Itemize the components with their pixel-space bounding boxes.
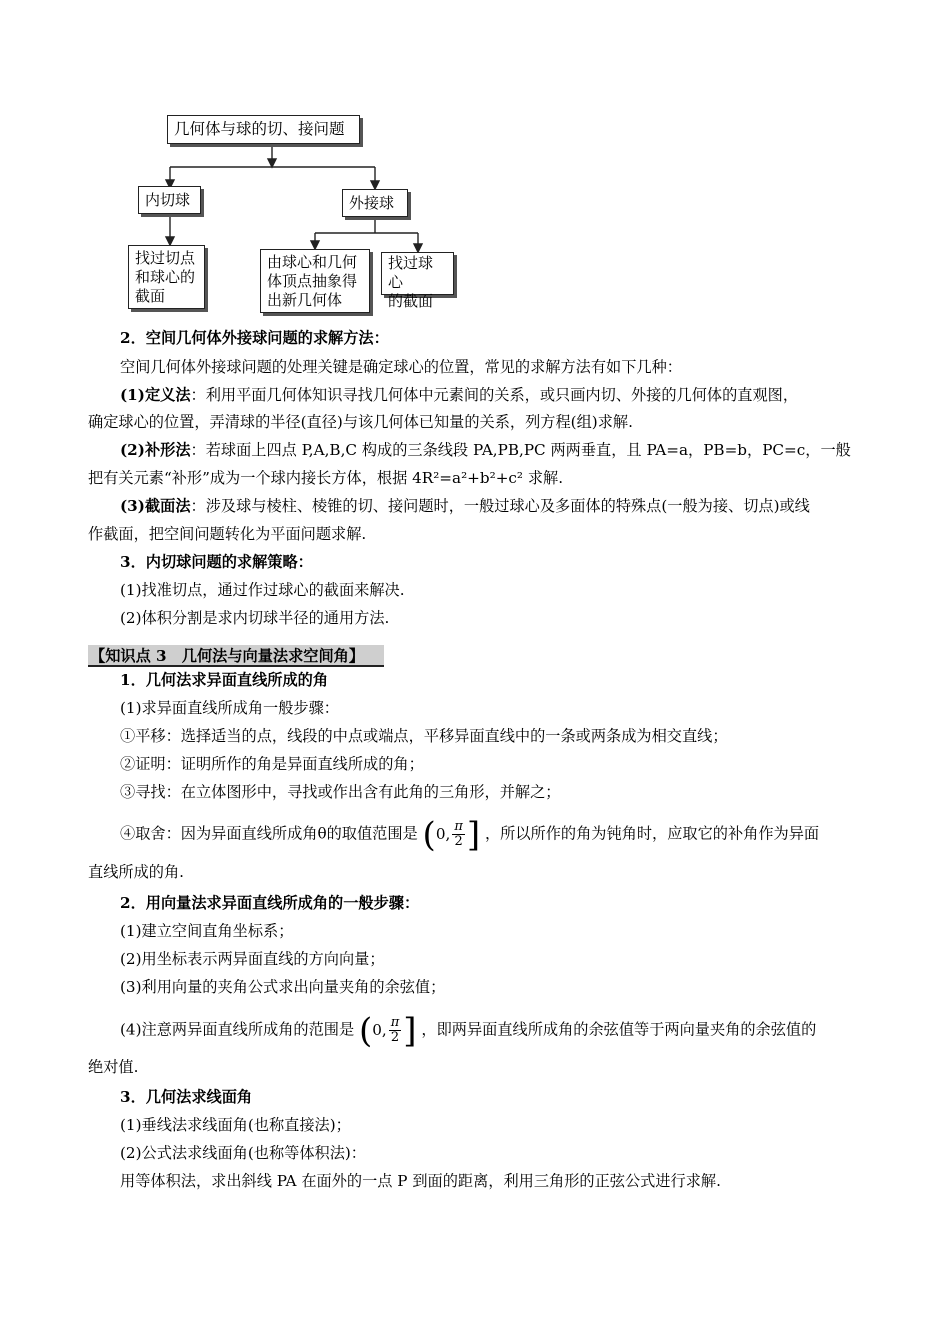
flowchart-inscribed-sphere: 内切球 <box>138 186 201 214</box>
method-definition <box>120 385 798 405</box>
heading-line-plane-angle: 3．几何法求线面角 <box>120 1088 253 1106</box>
flowchart-root: 几何体与球的切、接问题 <box>167 115 360 144</box>
leaf2-line2: 体顶点抽象得 <box>267 272 358 290</box>
method-section-text: ：涉及球与棱柱、棱锥的切、接问题时，一般过球心及多面体的特殊点(一般为接、切点)或线 <box>190 497 810 515</box>
skew-step-prove: ②证明：证明所作的角是异面直线所成的角； <box>120 755 424 773</box>
interval-close: ] <box>466 814 481 855</box>
method-complement <box>120 440 851 460</box>
method-definition-text: ：利用平面几何体知识寻找几何体中元素间的关系，或只画内切、外接的几何体的直观图， <box>190 386 799 404</box>
vector-step4-post: ，即两异面直线所成角的余弦值等于两向量夹角的余弦值的 <box>421 1020 817 1039</box>
interval-open: ( <box>422 814 436 855</box>
interval2-left: 0, <box>372 1020 387 1039</box>
skew-step-translate: ①平移：选择适当的点，线段的中点或端点，平移异面直线中的一条或两条成为相交直线； <box>120 727 728 745</box>
heading-geometric-skew-angle: 1．几何法求异面直线所成的角 <box>120 671 329 689</box>
line-plane-method-1: (1)垂线法求线面角(也称直接法)； <box>120 1116 351 1134</box>
vector-step-3: (3)利用向量的夹角公式求出向量夹角的余弦值； <box>120 978 446 996</box>
frac-num: π <box>454 819 463 834</box>
vector-step-1: (1)建立空间直角坐标系； <box>120 922 294 940</box>
paragraph-key: 空间几何体外接球问题的处理关键是确定球心的位置，常见的求解方法有如下几种： <box>120 358 682 376</box>
interval-left: 0, <box>435 824 451 843</box>
method-section-label: (3)截面法 <box>120 497 191 515</box>
skew-step-choose <box>120 814 820 855</box>
skew-steps-intro: (1)求异面直线所成角一般步骤： <box>120 699 339 717</box>
skew-choose-pre: ④取舍：因为异面直线所成角θ的取值范围是 <box>120 824 418 843</box>
leaf1-line2: 和球心的 <box>135 268 196 286</box>
leaf3-line2: 的截面 <box>388 292 434 310</box>
leaf2-line1: 由球心和几何 <box>267 253 358 271</box>
method-definition-label: (1)定义法 <box>120 386 191 404</box>
method-section <box>120 496 810 516</box>
skew-step-find: ③寻找：在立体图形中，寻找或作出含有此角的三角形，并解之； <box>120 783 561 801</box>
flowchart-leaf-tangent-section <box>128 245 205 309</box>
method-section-cont: 作截面，把空间问题转化为平面问题求解. <box>88 525 367 543</box>
vector-step-2: (2)用坐标表示两异面直线的方向向量； <box>120 950 385 968</box>
flowchart-circumscribed-sphere: 外接球 <box>342 189 408 217</box>
pi-over-2-second <box>389 1016 402 1045</box>
leaf1-line3: 截面 <box>135 287 166 305</box>
skew-choose-cont: 直线所成的角. <box>88 863 184 881</box>
line-plane-equal-volume: 用等体积法，求出斜线 PA 在面外的一点 P 到面的距离，利用三角形的正弦公式进行求解. <box>120 1172 721 1190</box>
method-definition-cont: 确定球心的位置，弄清球的半径(直径)与该几何体已知量的关系，列方程(组)求解. <box>88 413 633 431</box>
vector-step-4 <box>120 1010 817 1051</box>
method-complement-cont: 把有关元素“补形”成为一个球内接长方体，根据 4R²=a²+b²+c² 求解. <box>88 469 564 487</box>
interval-formula-1 <box>422 814 485 855</box>
heading-vector-skew-angle: 2．用向量法求异面直线所成角的一般步骤： <box>120 894 420 912</box>
pi-over-2 <box>452 820 465 849</box>
line-plane-method-2: (2)公式法求线面角(也称等体积法)： <box>120 1144 366 1162</box>
frac2-num: π <box>390 1015 400 1030</box>
leaf2-line3: 出新几何体 <box>267 291 343 309</box>
method-complement-text: ：若球面上四点 P,A,B,C 构成的三条线段 PA,PB,PC 两两垂直，且 PA=a，PB=b，PC=c，一般 <box>190 441 851 459</box>
strategy-1: (1)找准切点，通过作过球心的截面来解决. <box>120 581 405 599</box>
vector-step4-pre: (4)注意两异面直线所成角的范围是 <box>120 1020 355 1039</box>
frac2-den: 2 <box>390 1030 400 1045</box>
frac-den: 2 <box>454 834 463 849</box>
section-header-knowledge-3: 【知识点 3 几何法与向量法求空间角】 <box>88 645 384 667</box>
interval-formula-2 <box>358 1010 421 1051</box>
vector-step4-cont: 绝对值. <box>88 1058 139 1076</box>
flowchart-leaf-center-section <box>381 252 454 310</box>
interval2-close: ] <box>403 1010 417 1051</box>
skew-choose-post: ，所以所作的角为钝角时，应取它的补角作为异面 <box>484 824 820 843</box>
flowchart-leaf-new-solid <box>260 249 370 313</box>
interval2-open: ( <box>358 1010 373 1051</box>
strategy-2: (2)体积分割是求内切球半径的通用方法. <box>120 609 390 627</box>
leaf3-line1: 找过球心 <box>388 254 434 291</box>
method-complement-label: (2)补形法 <box>120 441 191 459</box>
heading-inscribed-strategy: 3．内切球问题的求解策略： <box>120 553 313 571</box>
heading-circumscribed-methods: 2．空间几何体外接球问题的求解方法： <box>120 329 389 347</box>
leaf1-line1: 找过切点 <box>135 249 196 267</box>
